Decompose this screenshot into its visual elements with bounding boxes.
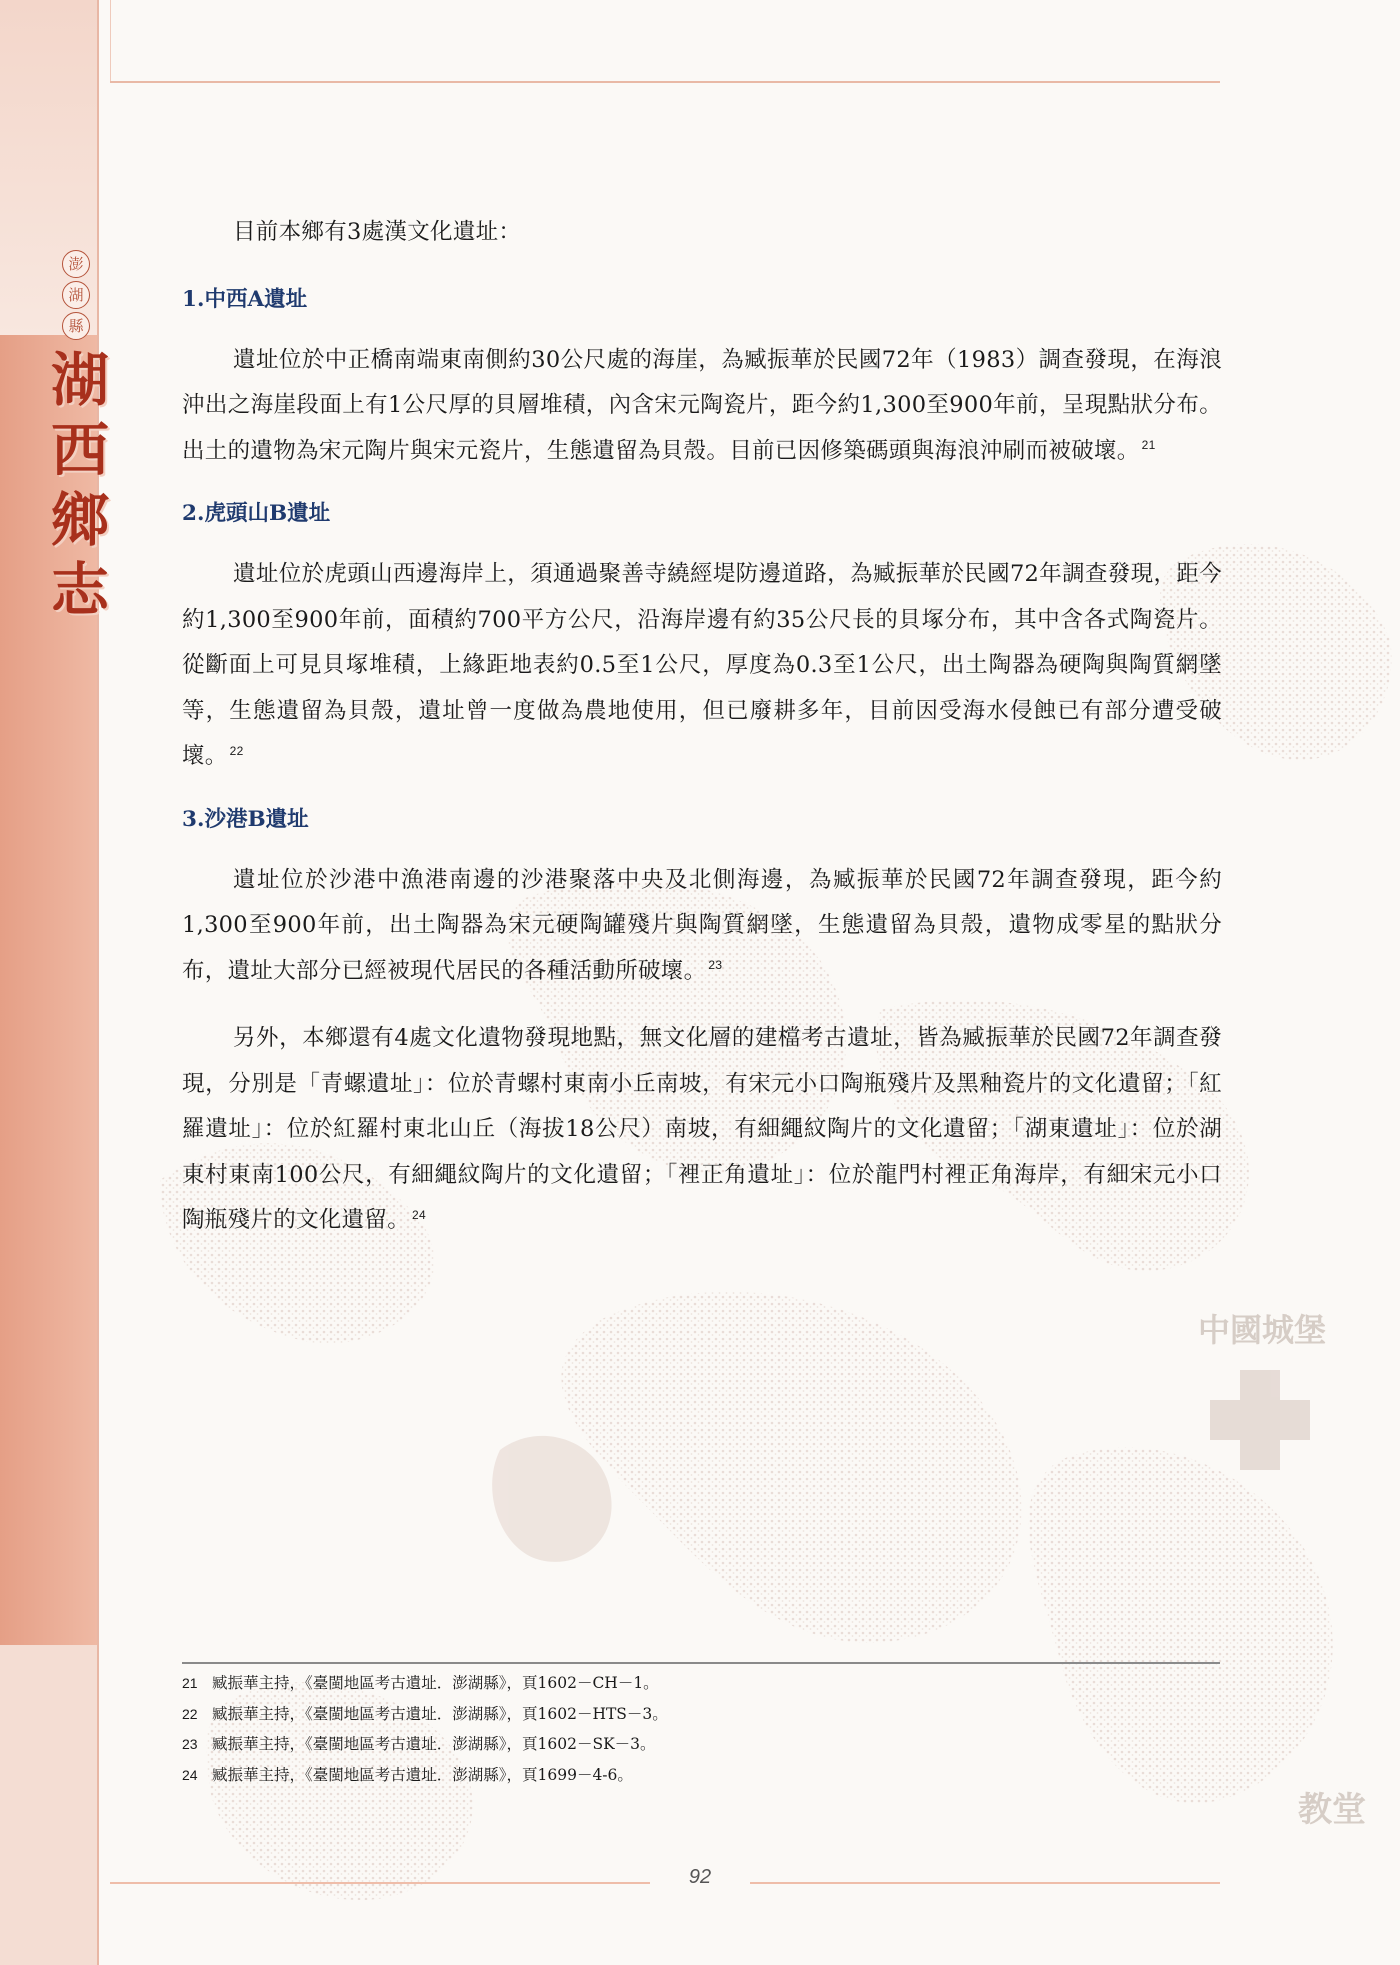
county-char: 縣: [62, 312, 90, 340]
paragraph-text: 遺址位於沙港中漁港南邊的沙港聚落中央及北側海邊，為臧振華於民國72年調查發現，距今約1,300至900年前，出土陶器為宋元硬陶罐殘片與陶質網墜，生態遺留為貝殼，遺物成零星的點狀分布，遺址大部分已經被現代居民的各種活動所破壞。: [182, 866, 1222, 984]
header-rule-vertical: [110, 0, 111, 81]
footnote-number: 24: [182, 1766, 198, 1783]
book-title-char: 西: [50, 416, 109, 484]
footnote-ref[interactable]: 24: [412, 1207, 426, 1222]
section-heading: 3.沙港B遺址: [182, 806, 309, 832]
section-paragraph: [182, 338, 1222, 475]
band-divider: [97, 0, 99, 1965]
county-char: 澎: [62, 250, 90, 278]
footnote-ref[interactable]: 21: [1141, 438, 1156, 452]
footnote-item: [182, 1760, 1220, 1791]
section-paragraph: [182, 552, 1222, 780]
book-title: [50, 345, 110, 625]
footnote-text: 臧振華主持，《臺閩地區考古遺址．澎湖縣》，頁1602－SK－3。: [212, 1735, 656, 1753]
map-label-castle: 中國城堡: [1198, 1311, 1327, 1349]
footnote-item: [182, 1729, 1220, 1760]
paragraph-text: 遺址位於中正橋南端東南側約30公尺處的海崖，為臧振華於民國72年（1983）調查發現，在海浪沖出之海崖段面上有1公尺厚的貝層堆積，內含宋元陶瓷片，距今約1,300至900年前，呈現點狀分布。出土的遺物為宋元陶片與宋元瓷片，生態遺留為貝殼。目前已因修築碼頭與海浪沖刷而被破壞。: [182, 346, 1222, 464]
footnotes: [182, 1668, 1220, 1790]
footnote-number: 22: [182, 1705, 198, 1722]
book-title-char: 志: [50, 556, 109, 624]
closing-paragraph: [182, 1016, 1222, 1244]
paragraph-text: 遺址位於虎頭山西邊海岸上，須通過聚善寺繞經堤防邊道路，為臧振華於民國72年調查發現，距今約1,300至900年前，面積約700平方公尺，沿海岸邊有約35公尺長的貝塚分布，其中含各式陶瓷片。從斷面上可見貝塚堆積，上緣距地表約0.5至1公尺，厚度為0.3至1公尺，出土陶器為硬陶與陶質網墜等，生態遺留為貝殼，遺址曾一度做為農地使用，但已廢耕多年，目前因受海水侵蝕已有部分遭受破壞。: [182, 561, 1222, 769]
footer-rule-left: [110, 1882, 650, 1884]
page-number: 92: [688, 1866, 712, 1888]
section-paragraph: [182, 858, 1222, 995]
map-label-church: 教堂: [1298, 1790, 1366, 1830]
footnote-text: 臧振華主持，《臺閩地區考古遺址．澎湖縣》，頁1602－HTS－3。: [212, 1704, 668, 1723]
header-rule: [110, 81, 1220, 83]
footnote-rule: [182, 1662, 1220, 1664]
footnote-ref[interactable]: 22: [229, 743, 244, 758]
footnote-item: [182, 1699, 1220, 1730]
paragraph-text: 另外，本鄉還有4處文化遺物發現地點，無文化層的建檔考古遺址，皆為臧振華於民國72年調查發現，分別是「青螺遺址」：位於青螺村東南小丘南坡，有宋元小口陶瓶殘片及黑釉瓷片的文化遺留；「紅羅遺址」：位於紅羅村東北山丘（海拔18公尺）南坡，有細繩紋陶片的文化遺留；「湖東遺址」：位於湖東村東南100公尺，有細繩紋陶片的文化遺留；「裡正角遺址」：位於龍門村裡正角海岸，有細宋元小口陶瓶殘片的文化遺留。: [182, 1025, 1222, 1233]
county-seal: [62, 250, 90, 340]
section-heading: 2.虎頭山B遺址: [182, 501, 331, 526]
footnote-text: 臧振華主持，《臺閩地區考古遺址．澎湖縣》，頁1699－4-6。: [212, 1765, 633, 1784]
county-char: 湖: [62, 281, 90, 309]
footnote-number: 23: [182, 1736, 198, 1752]
footnote-item: [182, 1668, 1220, 1699]
book-title-char: 鄉: [50, 486, 109, 554]
footnote-number: 21: [182, 1675, 198, 1691]
footer-rule-right: [750, 1882, 1220, 1884]
footnote-ref[interactable]: 23: [708, 958, 723, 972]
section-heading: 1.中西A遺址: [182, 286, 308, 312]
intro-paragraph: 目前本鄉有3處漢文化遺址：: [233, 219, 522, 245]
footnote-text: 臧振華主持，《臺閩地區考古遺址．澎湖縣》，頁1602－CH－1。: [212, 1674, 659, 1692]
main-content: [182, 210, 1222, 1244]
book-title-char: 湖: [50, 346, 109, 414]
